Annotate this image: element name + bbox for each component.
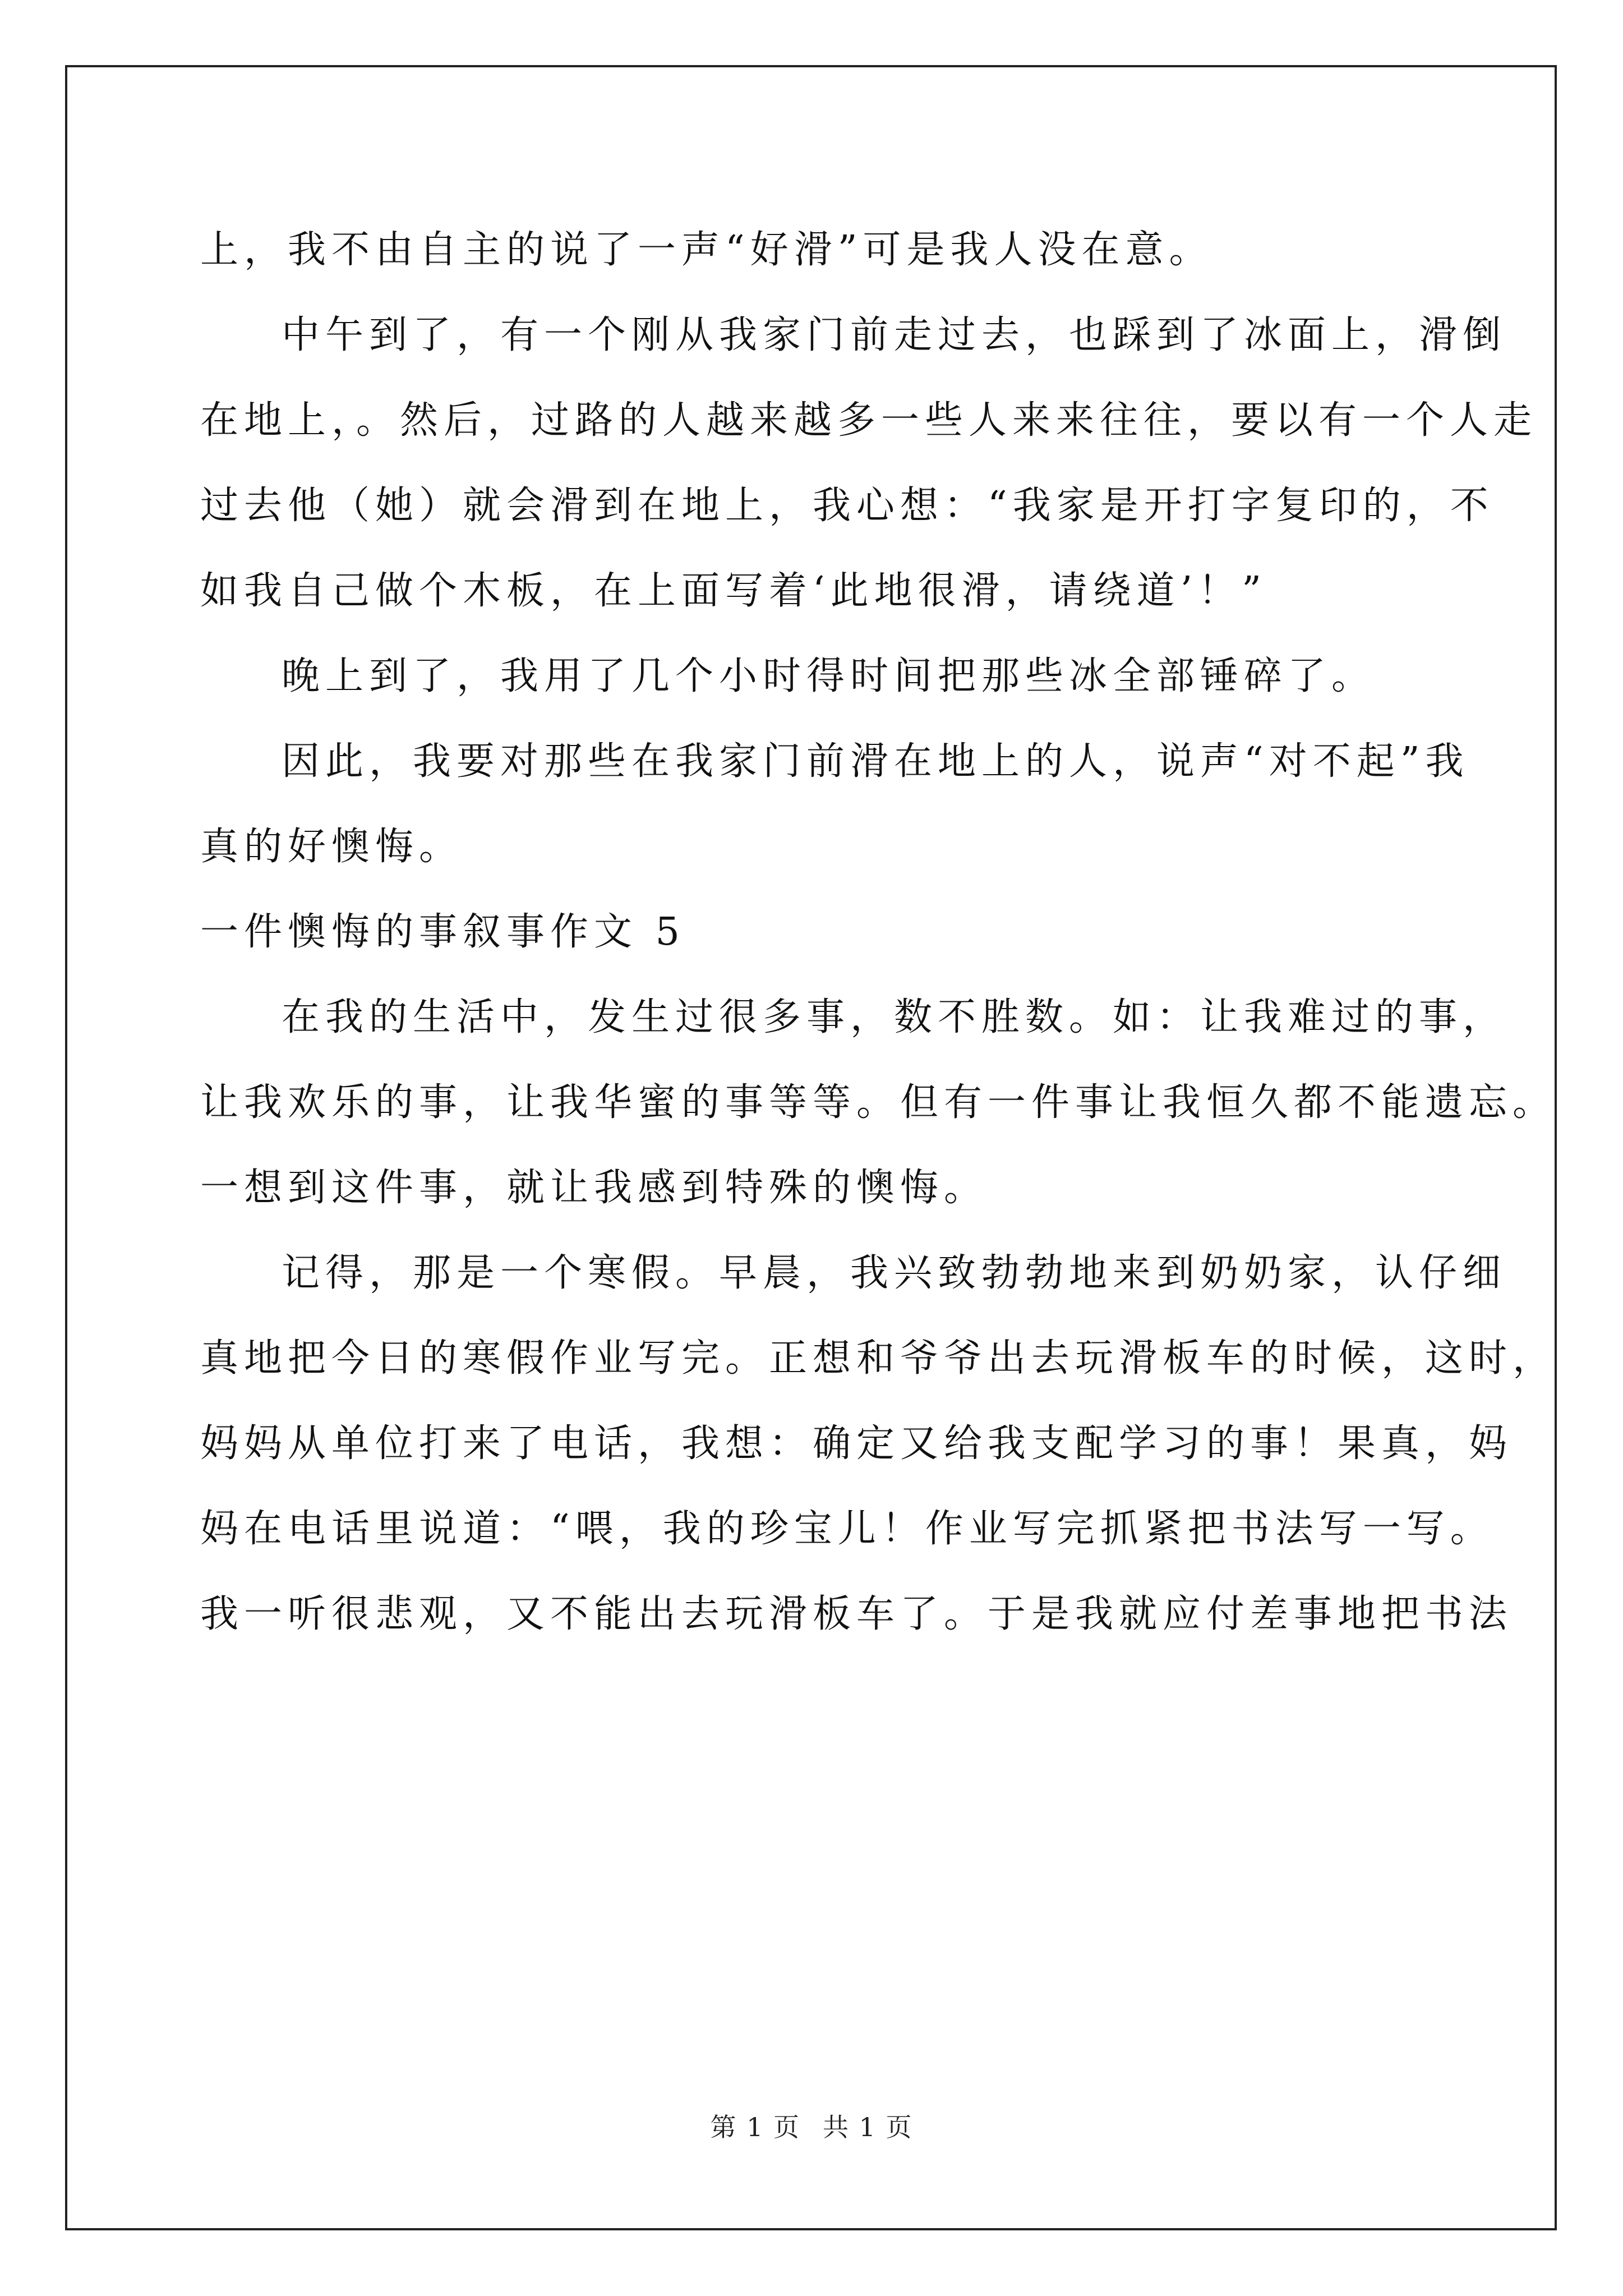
section-heading: 一件懊悔的事叙事作文 5 bbox=[200, 910, 685, 954]
text-line: 在我的生活中，发生过很多事，数不胜数。如：让我难过的事， bbox=[282, 995, 1507, 1039]
text-line: 晚上到了，我用了几个小时得时间把那些冰全部锤碎了。 bbox=[282, 654, 1376, 698]
document-body bbox=[200, 208, 1557, 1657]
text-line: 记得，那是一个寒假。早晨，我兴致勃勃地来到奶奶家，认仔细 bbox=[282, 1251, 1507, 1295]
text-line: 在地上，。然后，过路的人越来越多一些人来来往往，要以有一个人走 bbox=[200, 398, 1538, 443]
text-line: 中午到了，有一个刚从我家门前走过去，也踩到了冰面上，滑倒 bbox=[282, 313, 1507, 357]
text-line: 一想到这件事，就让我感到特殊的懊悔。 bbox=[200, 1166, 988, 1210]
text-line: 我一听很悲观，又不能出去玩滑板车了。于是我就应付差事地把书法 bbox=[200, 1592, 1513, 1636]
text-line: 妈在电话里说道：“喂，我的珍宝儿！作业写完抓紧把书法写一写。 bbox=[200, 1507, 1494, 1551]
text-line: 让我欢乐的事，让我华蜜的事等等。但有一件事让我恒久都不能遗忘。 bbox=[200, 1080, 1557, 1125]
text-line: 如我自己做个木板，在上面写着‘此地很滑，请绕道’！” bbox=[200, 569, 1267, 613]
text-line: 真的好懊悔。 bbox=[200, 825, 463, 869]
text-line: 过去他（她）就会滑到在地上，我心想：“我家是开打字复印的，不 bbox=[200, 484, 1494, 528]
page-total: 共 1 页 bbox=[823, 2112, 913, 2142]
page-number: 第 1 页 bbox=[710, 2112, 800, 2142]
text-line: 真地把今日的寒假作业写完。正想和爷爷出去玩滑板车的时候，这时， bbox=[200, 1336, 1557, 1381]
page-footer bbox=[0, 2110, 1623, 2144]
text-line: 妈妈从单位打来了电话，我想：确定又给我支配学习的事！果真，妈 bbox=[200, 1421, 1513, 1466]
text-line: 因此，我要对那些在我家门前滑在地上的人，说声“对不起”我 bbox=[282, 739, 1469, 784]
text-line: 上，我不由自主的说了一声“好滑”可是我人没在意。 bbox=[200, 228, 1213, 272]
